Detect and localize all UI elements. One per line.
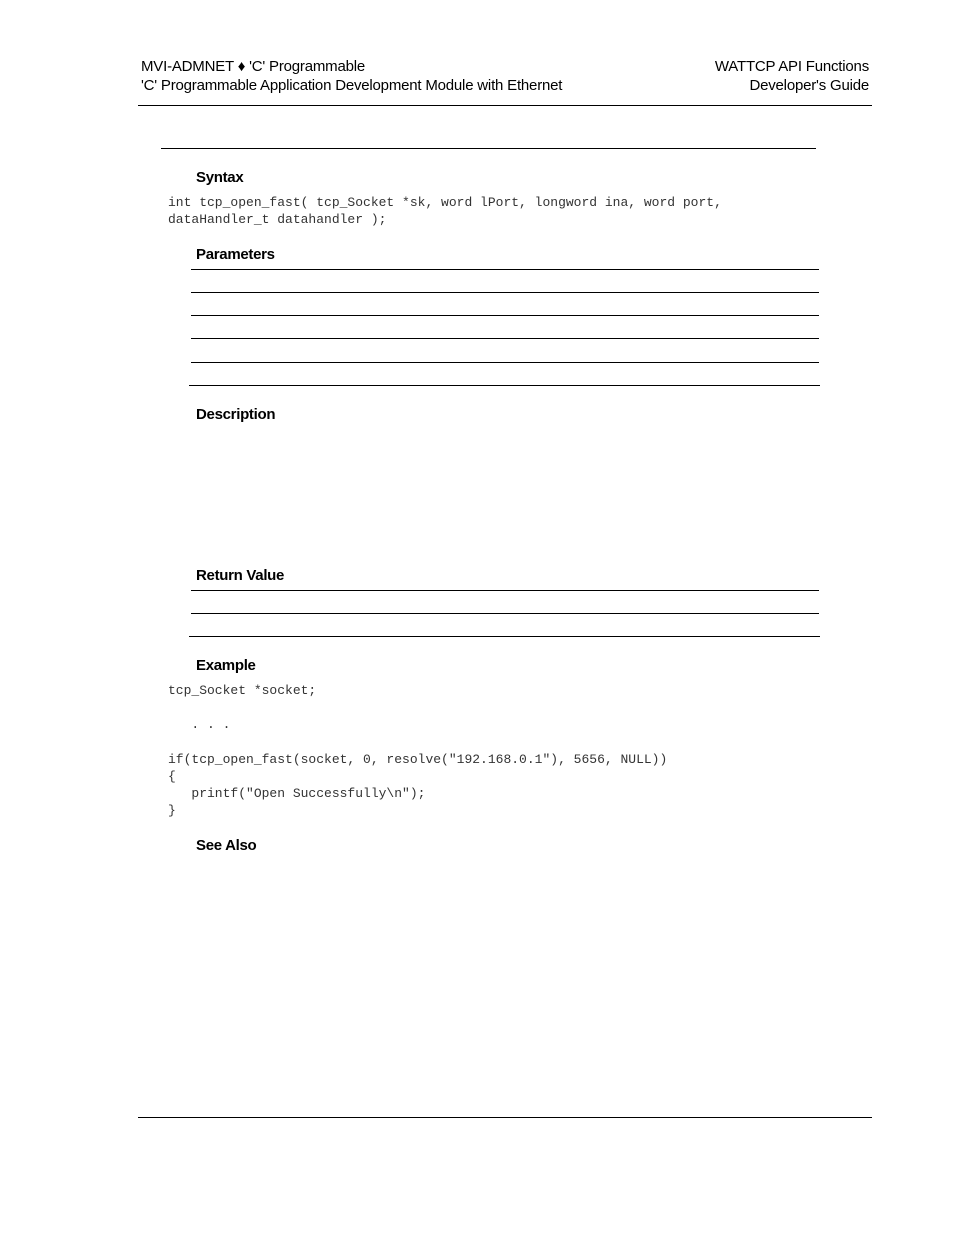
syntax-code-line: dataHandler_t datahandler );	[168, 212, 387, 227]
parameters-table-rule	[191, 315, 819, 316]
parameters-table-rule	[189, 385, 820, 386]
return-table-rule	[191, 590, 819, 591]
return-table-rule	[191, 613, 819, 614]
parameters-heading: Parameters	[196, 246, 275, 263]
example-code-line: {	[168, 769, 176, 784]
example-code-line: . . .	[168, 717, 231, 732]
parameters-table-rule	[191, 292, 819, 293]
see-also-heading: See Also	[196, 837, 257, 854]
footer-divider	[138, 1117, 872, 1118]
syntax-code	[168, 194, 722, 228]
example-code-line: tcp_Socket *socket;	[168, 683, 317, 698]
running-header-right	[715, 57, 869, 95]
parameters-table-rule	[191, 362, 819, 363]
chapter-title: WATTCP API Functions	[714, 58, 869, 75]
example-code-line: if(tcp_open_fast(socket, 0, resolve("192.168.0.1"), 5656, NULL))	[168, 752, 668, 767]
return-value-heading: Return Value	[196, 567, 285, 584]
example-code-line: }	[168, 803, 176, 818]
function-title-rule	[161, 148, 816, 149]
product-title: MVI-ADMNET ♦ 'C' Programmable	[141, 58, 366, 75]
guide-title: Developer's Guide	[749, 77, 869, 94]
syntax-heading: Syntax	[196, 169, 244, 186]
product-subtitle: 'C' Programmable Application Development Module with Ethernet	[141, 77, 563, 94]
description-heading: Description	[196, 406, 276, 423]
parameters-table-rule	[191, 338, 819, 339]
syntax-code-line: int tcp_open_fast( tcp_Socket *sk, word lPort, longword ina, word port,	[168, 195, 722, 210]
example-code-line: printf("Open Successfully\n");	[168, 786, 426, 801]
running-header-left	[141, 57, 562, 95]
example-heading: Example	[196, 657, 256, 674]
return-table-rule	[189, 636, 820, 637]
header-divider	[138, 105, 872, 106]
parameters-table-rule	[191, 269, 819, 270]
